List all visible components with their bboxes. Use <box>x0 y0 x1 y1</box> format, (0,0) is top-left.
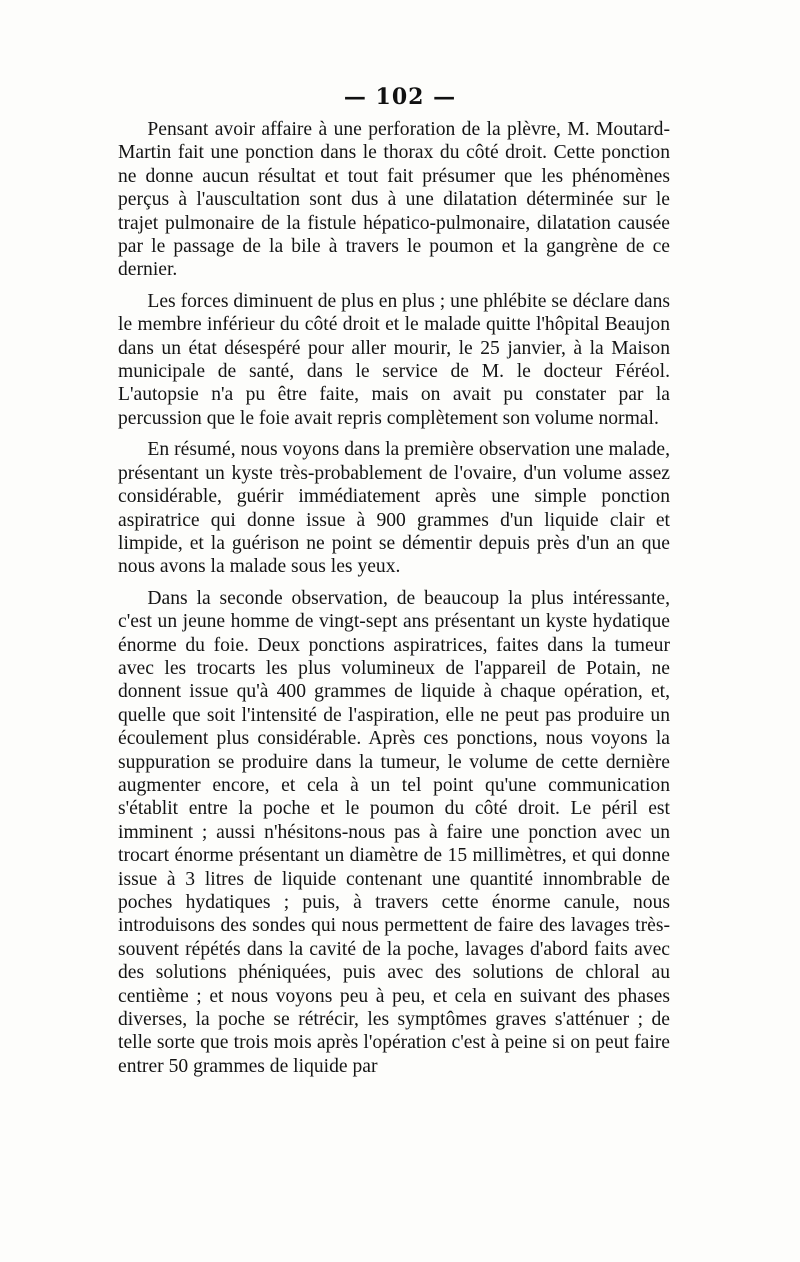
paragraph-4: Dans la seconde observation, de beaucoup la plus intéressante, c'est un jeune homme de vingt-sept ans présentant un kyste hydatique énorme du foie. Deux ponctions aspiratrices, faites dans la tumeur avec les trocarts les plus volumineux de l'appareil de Potain, ne donnent issue qu'à 400 grammes de liquide à chaque opération, et, quelle que soit l'intensité de l'aspiration, elle ne peut pas produire un écoulement plus considérable. Après ces ponctions, nous voyons la suppuration se produire dans la tumeur, le volume de cette dernière augmenter encore, et cela à un tel point qu'une communication s'établit entre la poche et le poumon du côté droit. Le péril est imminent ; aussi n'hésitons-nous pas à faire une ponction avec un trocart énorme présentant un diamètre de 15 millimètres, et qui donne issue à 3 litres de liquide contenant une quantité innombrable de poches hydatiques ; puis, à travers cette énorme canule, nous introduisons des sondes qui nous permettent de faire des lavages très-souvent répétés dans la cavité de la poche, lavages d'abord faits avec des solutions phéniquées, puis avec des solutions de chloral au centième ; et nous voyons peu à peu, et cela en suivant des phases diverses, la poche se rétrécir, les symptômes graves s'atténuer ; de telle sorte que trois mois après l'opération c'est à peine si on peut faire entrer 50 grammes de liquide par <box>118 587 670 1077</box>
page-number: — 102 — <box>343 84 457 110</box>
body-text <box>118 118 670 1078</box>
paragraph-2: Les forces diminuent de plus en plus ; une phlébite se déclare dans le membre inférieur du côté droit et le malade quitte l'hôpital Beaujon dans un état désespéré pour aller mourir, le 25 janvier, à la Maison municipale de santé, dans le service de M. le docteur Féréol. L'autopsie n'a pu être faite, mais on avait pu constater par la percussion que le foie avait repris complètement son volume normal. <box>118 290 670 429</box>
paragraph-3: En résumé, nous voyons dans la première observation une malade, présentant un kyste très-probablement de l'ovaire, d'un volume assez considérable, guérir immédiatement après une simple ponction aspiratrice qui donne issue à 900 grammes d'un liquide clair et limpide, et la guérison ne point se démentir depuis près d'un an que nous avons la malade sous les yeux. <box>118 439 670 578</box>
paragraph-1: Pensant avoir affaire à une perforation de la plèvre, M. Moutard-Martin fait une ponction dans le thorax du côté droit. Cette ponction ne donne aucun résultat et tout fait présumer que les phénomènes perçus à l'auscultation sont dus à une dilatation déterminée sur le trajet pulmonaire de la fistule hépatico-pulmonaire, dilatation causée par le passage de la bile à travers le poumon et la gangrène de ce dernier. <box>118 119 670 281</box>
